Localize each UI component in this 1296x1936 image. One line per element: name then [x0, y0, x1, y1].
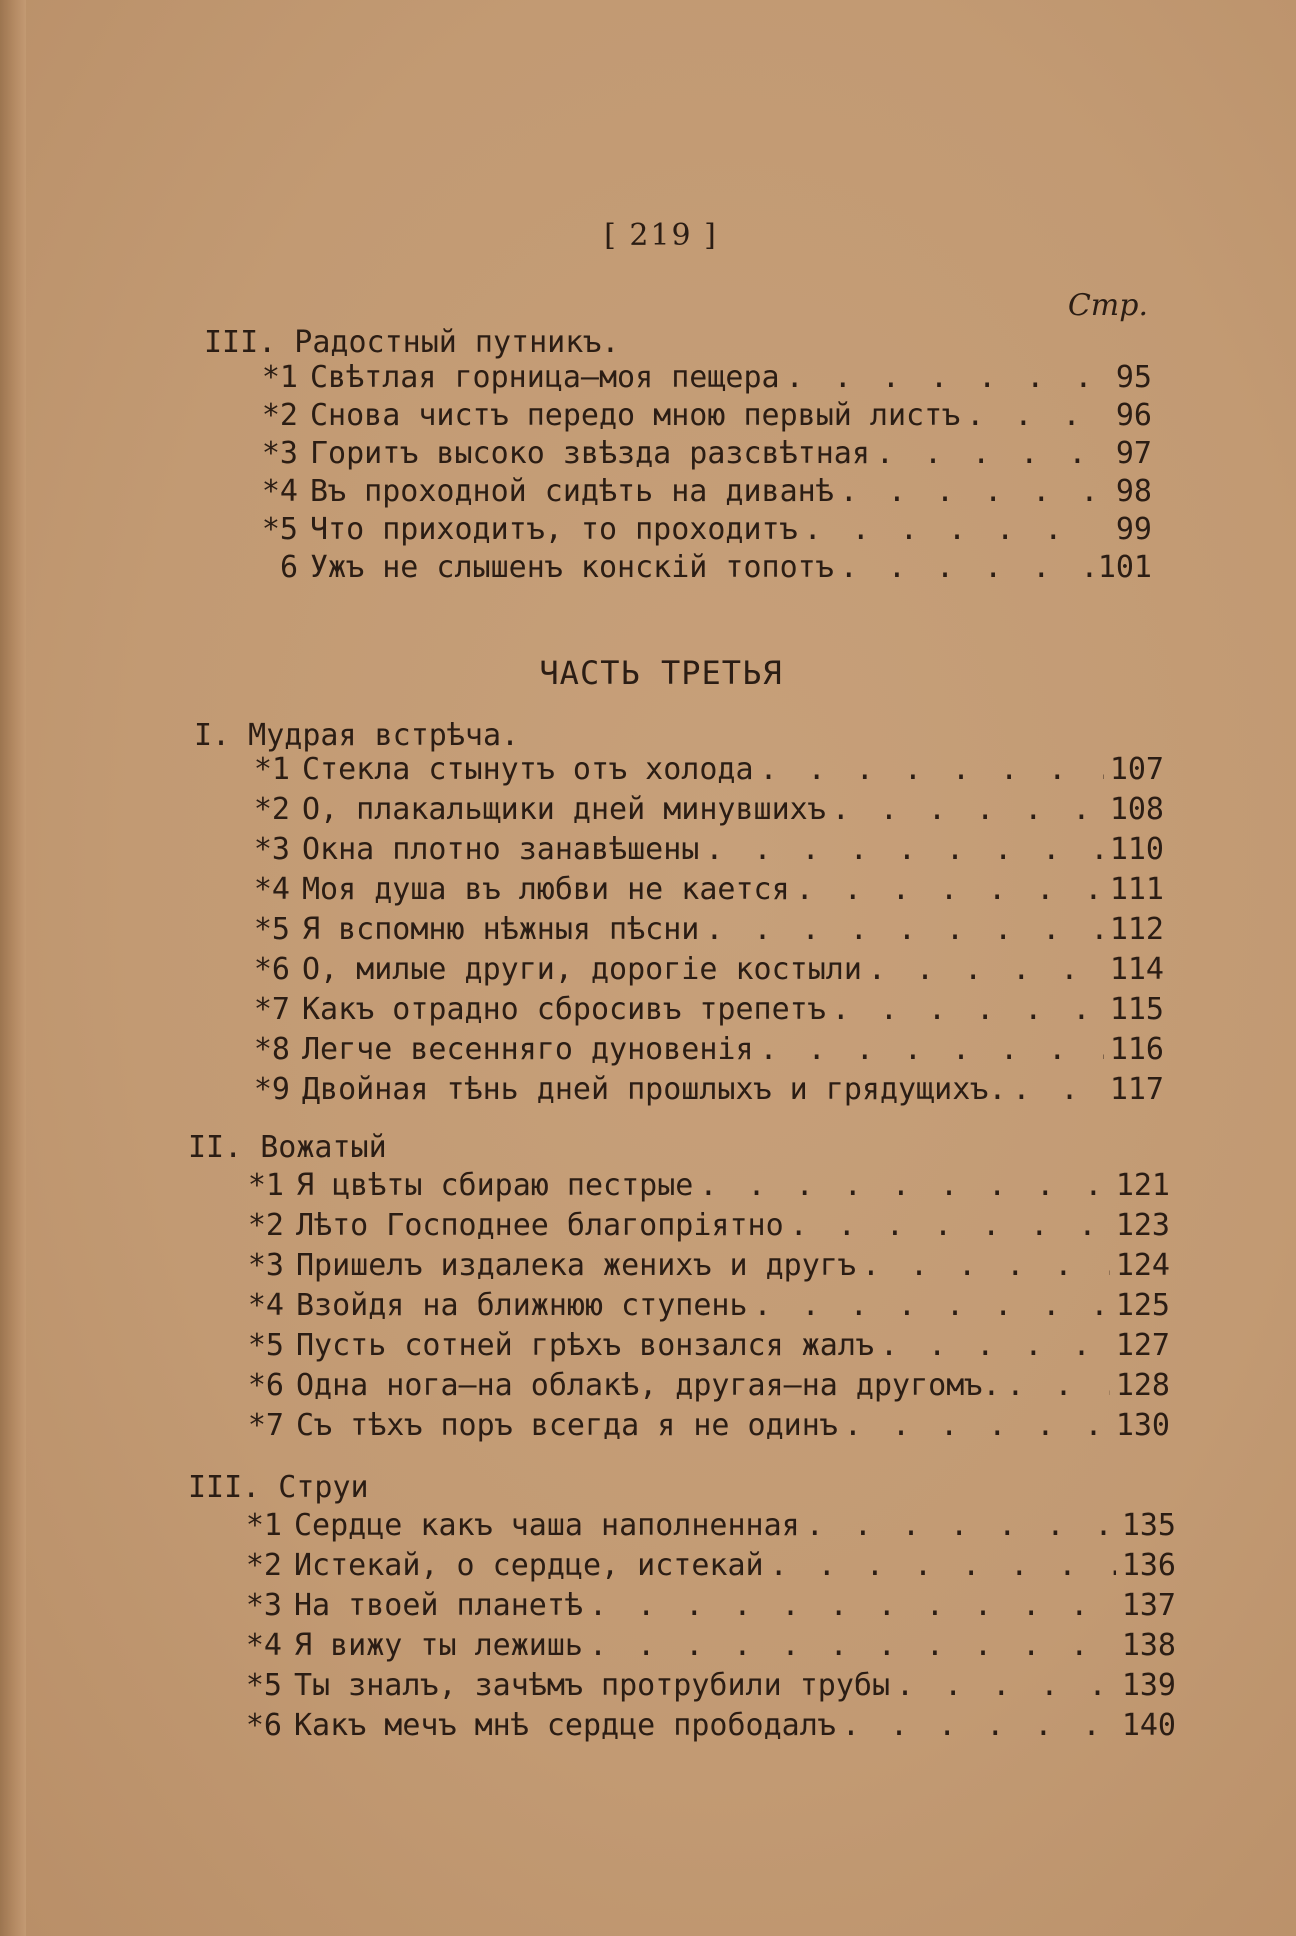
entry-number: 6	[279, 550, 298, 585]
entry-title: Ты зналъ, зачѣмъ протрубили трубы	[294, 1668, 891, 1703]
entry-number: *2	[245, 1548, 282, 1583]
dot-leader	[760, 752, 1104, 787]
entry-page: 124	[1115, 1248, 1170, 1283]
section-heading: II. Вожатый	[188, 1130, 387, 1165]
entry-page: 125	[1115, 1288, 1170, 1323]
toc-entry	[246, 474, 1152, 512]
entry-page: 98	[1115, 474, 1152, 509]
entry-title: Взойдя на ближнюю ступень	[296, 1288, 748, 1323]
entry-title: Моя душа въ любви не кается	[302, 872, 790, 907]
entry-number: *7	[253, 992, 290, 1027]
book-page	[26, 0, 1296, 1936]
entry-page: 137	[1121, 1588, 1176, 1623]
entry-title: Что приходитъ, то проходитъ	[310, 512, 798, 547]
toc-entry	[246, 398, 1152, 436]
entry-title: Окна плотно занавѣшены	[302, 832, 700, 867]
dot-leader	[770, 1548, 1116, 1583]
toc-entry	[232, 1248, 1170, 1286]
entry-page: 117	[1109, 1072, 1164, 1107]
page-number: [ 219 ]	[604, 218, 718, 253]
entry-page: 112	[1109, 912, 1164, 947]
dot-leader	[840, 474, 1094, 509]
toc-entry	[230, 1628, 1176, 1666]
entry-title: Съ тѣхъ поръ всегда я не одинъ	[296, 1408, 838, 1443]
dot-leader	[806, 1508, 1116, 1543]
dot-leader	[896, 1668, 1116, 1703]
toc-entry	[238, 952, 1164, 990]
toc-entry	[232, 1328, 1170, 1366]
entry-page: 110	[1109, 832, 1164, 867]
toc-entry	[246, 436, 1152, 474]
section-heading: I. Мудрая встрѣча.	[194, 718, 520, 753]
entry-number: *1	[253, 752, 290, 787]
entry-number: *2	[253, 792, 290, 827]
entry-number: *5	[261, 512, 298, 547]
book-spine-edge	[0, 0, 26, 1936]
entry-number: *4	[253, 872, 290, 907]
entry-number: *6	[253, 952, 290, 987]
entry-page: 139	[1121, 1668, 1176, 1703]
dot-leader	[868, 952, 1104, 987]
entry-number: *3	[245, 1588, 282, 1623]
entry-page: 135	[1121, 1508, 1176, 1543]
dot-leader	[804, 512, 1094, 547]
entry-number: *6	[247, 1368, 284, 1403]
toc-entry	[238, 832, 1164, 870]
dot-leader	[760, 1032, 1104, 1067]
entry-page: 136	[1121, 1548, 1176, 1583]
entry-page: 111	[1109, 872, 1164, 907]
entry-number: *2	[247, 1208, 284, 1243]
dot-leader	[699, 1168, 1109, 1203]
entry-title: Лѣто Господнее благопріятно	[296, 1208, 784, 1243]
entry-title: Горитъ высоко звѣзда разсвѣтная	[310, 436, 870, 471]
section-heading: III. Струи	[188, 1470, 369, 1505]
dot-leader	[862, 1248, 1110, 1283]
entry-number: *3	[261, 436, 298, 471]
entry-number: *3	[253, 832, 290, 867]
toc-entry	[246, 360, 1152, 398]
entry-number: *1	[261, 360, 298, 395]
entry-title: Двойная тѣнь дней прошлыхъ и грядущихъ.	[302, 1072, 1007, 1107]
entry-title: Истекай, о сердце, истекай	[294, 1548, 764, 1583]
entry-number: *5	[245, 1668, 282, 1703]
entry-title: Какъ мечъ мнѣ сердце прободалъ	[294, 1708, 836, 1743]
toc-entry	[232, 1288, 1170, 1326]
toc-entry	[246, 550, 1152, 588]
dot-leader	[705, 832, 1103, 867]
dot-leader	[1012, 1072, 1103, 1107]
entry-number: *2	[261, 398, 298, 433]
entry-page: 99	[1115, 512, 1152, 547]
part-title: ЧАСТЬ ТРЕТЬЯ	[539, 654, 783, 692]
toc-entry	[238, 792, 1164, 830]
entry-page: 95	[1115, 360, 1152, 395]
entry-number: *7	[247, 1408, 284, 1443]
dot-leader	[844, 1408, 1110, 1443]
entry-page: 140	[1121, 1708, 1176, 1743]
dot-leader	[754, 1288, 1110, 1323]
entry-page: 123	[1115, 1208, 1170, 1243]
entry-number: *5	[253, 912, 290, 947]
toc-entry	[232, 1368, 1170, 1406]
entry-number: *6	[245, 1708, 282, 1743]
dot-leader	[832, 792, 1104, 827]
entry-page: 114	[1109, 952, 1164, 987]
entry-page: 116	[1109, 1032, 1164, 1067]
toc-entry	[238, 752, 1164, 790]
entry-title: Стекла стынутъ отъ холода	[302, 752, 754, 787]
dot-leader	[1006, 1368, 1109, 1403]
toc-entry	[232, 1168, 1170, 1206]
toc-entry	[238, 872, 1164, 910]
page-column-header: Стр.	[1067, 288, 1148, 323]
toc-entry	[230, 1708, 1176, 1746]
entry-title: Пришелъ издалека женихъ и другъ	[296, 1248, 856, 1283]
entry-page: 128	[1115, 1368, 1170, 1403]
entry-page: 130	[1115, 1408, 1170, 1443]
entry-number: *8	[253, 1032, 290, 1067]
toc-entry	[238, 1072, 1164, 1110]
toc-entry	[232, 1208, 1170, 1246]
toc-entry	[238, 1032, 1164, 1070]
dot-leader	[796, 872, 1104, 907]
toc-entry	[238, 992, 1164, 1030]
toc-entry	[232, 1408, 1170, 1446]
entry-page: 127	[1115, 1328, 1170, 1363]
entry-number: *4	[245, 1628, 282, 1663]
entry-title: Одна нога—на облакѣ, другая—на другомъ.	[296, 1368, 1001, 1403]
entry-number: *4	[261, 474, 298, 509]
entry-title: О, милые други, дорогіе костыли	[302, 952, 862, 987]
dot-leader	[840, 550, 1092, 585]
dot-leader	[786, 360, 1094, 395]
dot-leader	[589, 1588, 1116, 1623]
entry-page: 121	[1115, 1168, 1170, 1203]
dot-leader	[966, 398, 1094, 433]
entry-title: Я вижу ты лежишь	[294, 1628, 583, 1663]
entry-title: На твоей планетѣ	[294, 1588, 583, 1623]
dot-leader	[790, 1208, 1110, 1243]
entry-number: *4	[247, 1288, 284, 1323]
entry-page: 97	[1115, 436, 1152, 471]
entry-title: О, плакальщики дней минувшихъ	[302, 792, 826, 827]
toc-entry	[246, 512, 1152, 550]
section-heading: III. Радостный путникъ.	[204, 325, 620, 360]
dot-leader	[880, 1328, 1110, 1363]
entry-page: 96	[1115, 398, 1152, 433]
dot-leader	[705, 912, 1103, 947]
entry-title: Какъ отрадно сбросивъ трепетъ	[302, 992, 826, 1027]
entry-number: *1	[247, 1168, 284, 1203]
dot-leader	[589, 1628, 1116, 1663]
entry-number: *3	[247, 1248, 284, 1283]
entry-page: 107	[1109, 752, 1164, 787]
entry-title: Свѣтлая горница—моя пещера	[310, 360, 780, 395]
entry-number: *9	[253, 1072, 290, 1107]
entry-number: *5	[247, 1328, 284, 1363]
dot-leader	[842, 1708, 1116, 1743]
entry-title: Я вспомню нѣжныя пѣсни	[302, 912, 700, 947]
entry-page: 108	[1109, 792, 1164, 827]
entry-page: 138	[1121, 1628, 1176, 1663]
entry-title: Сердце какъ чаша наполненная	[294, 1508, 800, 1543]
entry-number: *1	[245, 1508, 282, 1543]
entry-title: Легче весенняго дуновенія	[302, 1032, 754, 1067]
toc-entry	[230, 1668, 1176, 1706]
toc-entry	[230, 1588, 1176, 1626]
entry-title: Я цвѣты сбираю пестрые	[296, 1168, 694, 1203]
toc-entry	[238, 912, 1164, 950]
entry-title: Въ проходной сидѣть на диванѣ	[310, 474, 834, 509]
entry-page: 115	[1109, 992, 1164, 1027]
dot-leader	[832, 992, 1104, 1027]
dot-leader	[876, 436, 1094, 471]
entry-page: 101	[1097, 550, 1152, 585]
toc-entry	[230, 1548, 1176, 1586]
toc-entry	[230, 1508, 1176, 1546]
entry-title: Ужъ не слышенъ конскій топотъ	[310, 550, 834, 585]
entry-title: Снова чистъ передо мною первый листъ	[310, 398, 961, 433]
entry-title: Пусть сотней грѣхъ вонзался жалъ	[296, 1328, 874, 1363]
